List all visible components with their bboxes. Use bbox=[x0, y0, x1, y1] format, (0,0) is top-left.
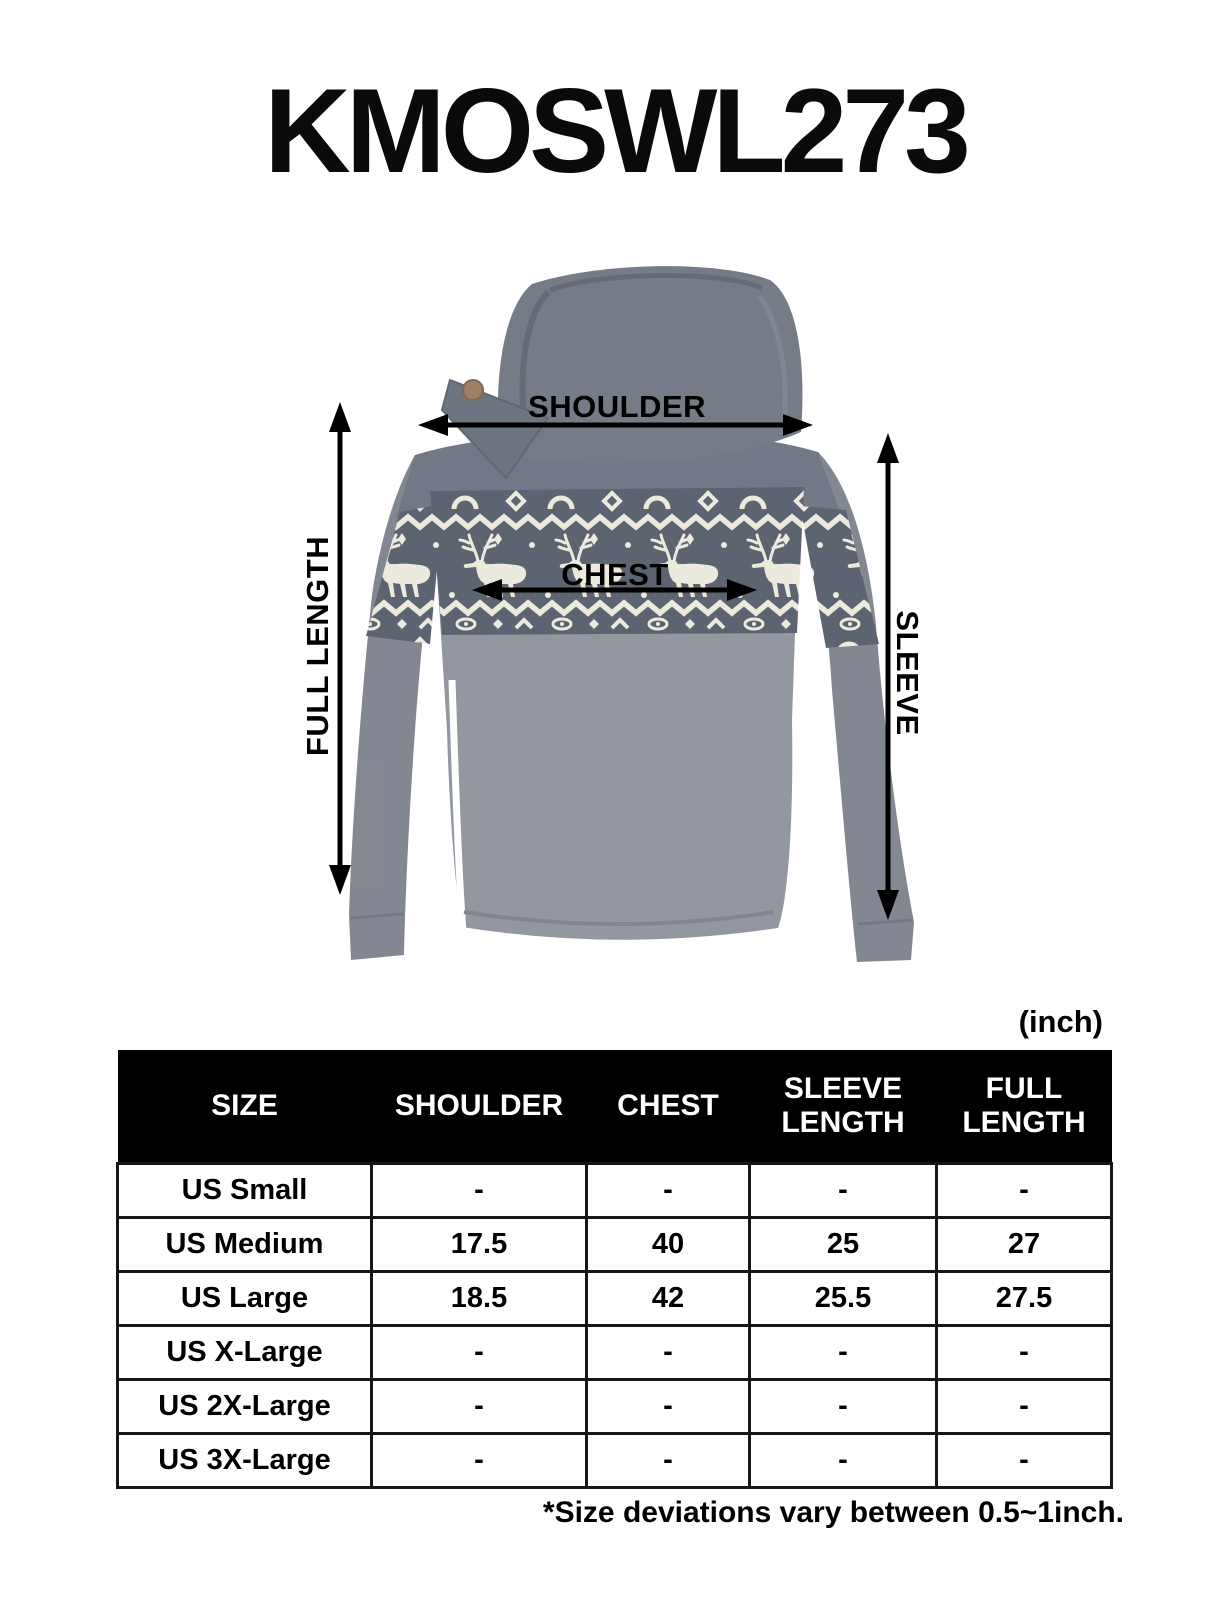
table-row bbox=[118, 1434, 1112, 1488]
size-cell: US X-Large bbox=[118, 1326, 372, 1380]
unit-label: (inch) bbox=[1018, 1004, 1103, 1039]
value-cell: 42 bbox=[587, 1272, 750, 1326]
value-cell: - bbox=[587, 1380, 750, 1434]
size-cell: US Small bbox=[118, 1164, 372, 1218]
column-header-size: SIZE bbox=[118, 1050, 372, 1164]
chest-measure-label: CHEST bbox=[561, 557, 669, 592]
column-header-shoulder: SHOULDER bbox=[372, 1050, 587, 1164]
value-cell: - bbox=[587, 1164, 750, 1218]
value-cell: - bbox=[372, 1434, 587, 1488]
size-cell: US Large bbox=[118, 1272, 372, 1326]
value-cell: - bbox=[750, 1164, 937, 1218]
table-row bbox=[118, 1272, 1112, 1326]
value-cell: 27 bbox=[937, 1218, 1112, 1272]
value-cell: - bbox=[937, 1434, 1112, 1488]
sweater-illustration bbox=[349, 266, 914, 962]
size-table bbox=[116, 1050, 1113, 1489]
sleeve-measure-label: SLEEVE bbox=[890, 610, 925, 736]
product-code-title: KMOSWL273 bbox=[264, 64, 966, 198]
value-cell: - bbox=[750, 1326, 937, 1380]
size-cell: US 3X-Large bbox=[118, 1434, 372, 1488]
value-cell: - bbox=[937, 1326, 1112, 1380]
value-cell: - bbox=[937, 1164, 1112, 1218]
collar-button bbox=[463, 380, 483, 400]
value-cell: 40 bbox=[587, 1218, 750, 1272]
value-cell: 27.5 bbox=[937, 1272, 1112, 1326]
header-row bbox=[118, 1050, 1112, 1164]
shoulder-measure-label: SHOULDER bbox=[528, 389, 706, 424]
size-deviation-footnote: *Size deviations vary between 0.5~1inch. bbox=[542, 1496, 1124, 1529]
value-cell: - bbox=[937, 1380, 1112, 1434]
value-cell: - bbox=[587, 1434, 750, 1488]
table-row bbox=[118, 1164, 1112, 1218]
size-cell: US 2X-Large bbox=[118, 1380, 372, 1434]
column-header-chest: CHEST bbox=[587, 1050, 750, 1164]
value-cell: 17.5 bbox=[372, 1218, 587, 1272]
value-cell: - bbox=[587, 1326, 750, 1380]
table-row bbox=[118, 1380, 1112, 1434]
value-cell: 18.5 bbox=[372, 1272, 587, 1326]
column-header-sleeve-length: SLEEVE LENGTH bbox=[750, 1050, 937, 1164]
value-cell: - bbox=[372, 1380, 587, 1434]
value-cell: - bbox=[750, 1380, 937, 1434]
value-cell: 25 bbox=[750, 1218, 937, 1272]
value-cell: - bbox=[372, 1164, 587, 1218]
size-cell: US Medium bbox=[118, 1218, 372, 1272]
table-row bbox=[118, 1326, 1112, 1380]
full-length-measure-label: FULL LENGTH bbox=[300, 535, 335, 757]
value-cell: 25.5 bbox=[750, 1272, 937, 1326]
value-cell: - bbox=[750, 1434, 937, 1488]
table-row bbox=[118, 1218, 1112, 1272]
column-header-full-length: FULL LENGTH bbox=[937, 1050, 1112, 1164]
value-cell: - bbox=[372, 1326, 587, 1380]
